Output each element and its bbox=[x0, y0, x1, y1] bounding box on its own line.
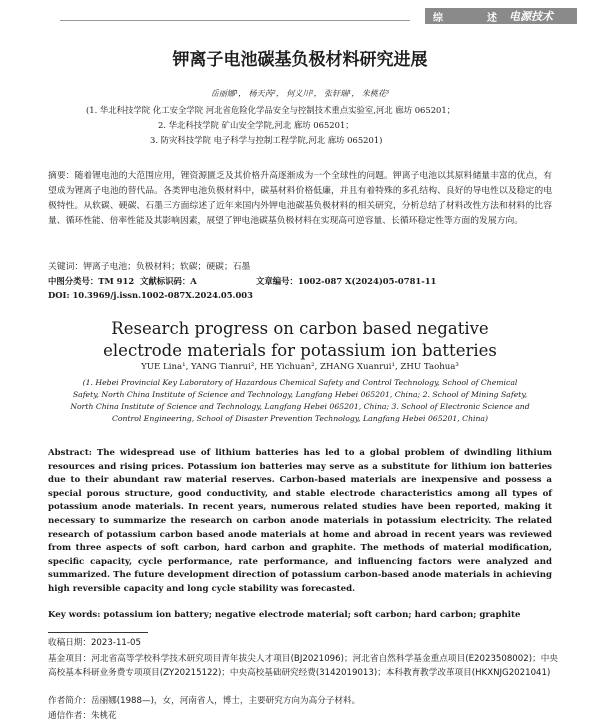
keywords-en: Key words: potassium ion battery; negative electrode material; soft carbon; hard carbon; graphite bbox=[48, 610, 521, 620]
keywords-cn: 关键词：钾离子电池；负极材料；软碳；硬碳；石墨 bbox=[48, 262, 251, 272]
paper-title-en: Research progress on carbon based negative electrode materials for potassium ion batteries bbox=[103, 319, 497, 360]
classification-line bbox=[48, 275, 437, 287]
affiliation-cn-2: 2. 华北科技学院 矿山安全学院,河北 廊坊 065201； bbox=[158, 120, 354, 130]
doi: DOI: 10.3969/j.issn.1002-087X.2024.05.003 bbox=[48, 290, 253, 300]
received-date: 收稿日期：2023-11-05 bbox=[48, 638, 141, 648]
authors-en: YUE Lina¹, YANG Tianrui², HE Yichuan², ZHANG Xuanrui¹, ZHU Taohua³ bbox=[141, 362, 459, 372]
affiliations-en: (1. Hebei Provincial Key Laboratory of Hazardous Chemical Safety and Control Technology, School of Chemical Safety, North China Institute of Science and Technology, Langfang Hebei 065201, China; 2. School of Mining Safety, North China Institute of Science and Technology, Langfang Hebei 065201, China; 3. School of Electronic Science and Control Engineering, School of Disaster Prevention Technology, Langfang Hebei 065201, China) bbox=[70, 378, 530, 423]
paper-title-cn: 钾离子电池碳基负极材料研究进展 bbox=[172, 50, 428, 70]
abstract-cn: 摘要：随着锂电池的大范围应用，锂资源匮乏及其价格升高逐渐成为一个全球性的问题。钾离子电池以其原料储量丰富的优点，有望成为锂离子电池的替代品。各类钾电池负极材料中，碳基材料价格低廉，并且有着特殊的多孔结构、良好的导电性以及稳定的电极特性。从软碳、硬碳、石墨三方面综述了近年来国内外钾电池碳基负极材料的相关研究，分析总结了材料改性方法和材料的比容量、循环性能、倍率性能及其影响因素，展望了钾电池碳基负极材料在实现高可逆容量、长循环稳定性等方面的发展方向。 bbox=[48, 171, 552, 226]
affiliation-cn-3: 3. 防灾科技学院 电子科学与控制工程学院,河北 廊坊 065201) bbox=[150, 135, 383, 145]
footnote-divider bbox=[48, 632, 148, 633]
funding-note: 基金项目：河北省高等学校科学技术研究项目青年拔尖人才项目(BJ2021096)；河北省自然科学基金重点项目(E2023508002)；中央高校基本科研业务费专项项目(ZY20215122)；中央高校基础研究经费(3142019013)；本科教育教学改革项目(HKXNJG2021041) bbox=[48, 654, 558, 678]
affiliation-cn-1: (1. 华北科技学院 化工安全学院 河北省危险化学品安全与控制技术重点实验室,河北 廊坊 065201； bbox=[86, 105, 456, 115]
corresponding-author: 通信作者：朱桃花 bbox=[48, 711, 117, 721]
section-label-left: 综 bbox=[433, 12, 443, 24]
document-code: 文献标识码：A bbox=[140, 276, 197, 286]
article-number: 文章编号：1002-087 X(2024)05-0781-11 bbox=[256, 276, 437, 286]
header-rule bbox=[60, 20, 410, 21]
journal-header-band bbox=[425, 8, 577, 24]
abstract-en: Abstract: The widespread use of lithium batteries has led to a global problem of dwindling lithium resources and rising prices. Potassium ion batteries may serve as a substitute for lithium ion batteries due to their abundant raw material reserves. Carbon-based materials are inexpensive and possess a special porous structure, good conductivity, and stable electrode characteristics among all types of potassium anode materials. In recent years, numerous related studies have been reported, making it necessary to summarize the research on carbon anode materials in potassium electricity. The related research of potassium carbon based anode materials at home and abroad in recent years was reviewed from three aspects of soft carbon, hard carbon and graphite. The methods of material modification, specific capacity, cycle performance, rate performance, and influencing factors were analyzed and summarized. The future development direction of potassium carbon-based anode materials in achieving high reversible capacity and long cycle stability was forecasted. bbox=[48, 448, 552, 594]
clc-number: 中图分类号：TM 912 bbox=[48, 276, 135, 286]
section-label-right: 述 bbox=[487, 12, 497, 24]
journal-name: 电源技术 bbox=[509, 10, 553, 23]
authors-cn: 岳丽娜¹， 杨天芮²， 何义川²， 张轩瑞¹， 朱桃花³ bbox=[210, 89, 390, 98]
author-bio: 作者简介：岳丽娜(1988—)，女，河南省人，博士，主要研究方向为高分子材料。 bbox=[48, 696, 361, 706]
